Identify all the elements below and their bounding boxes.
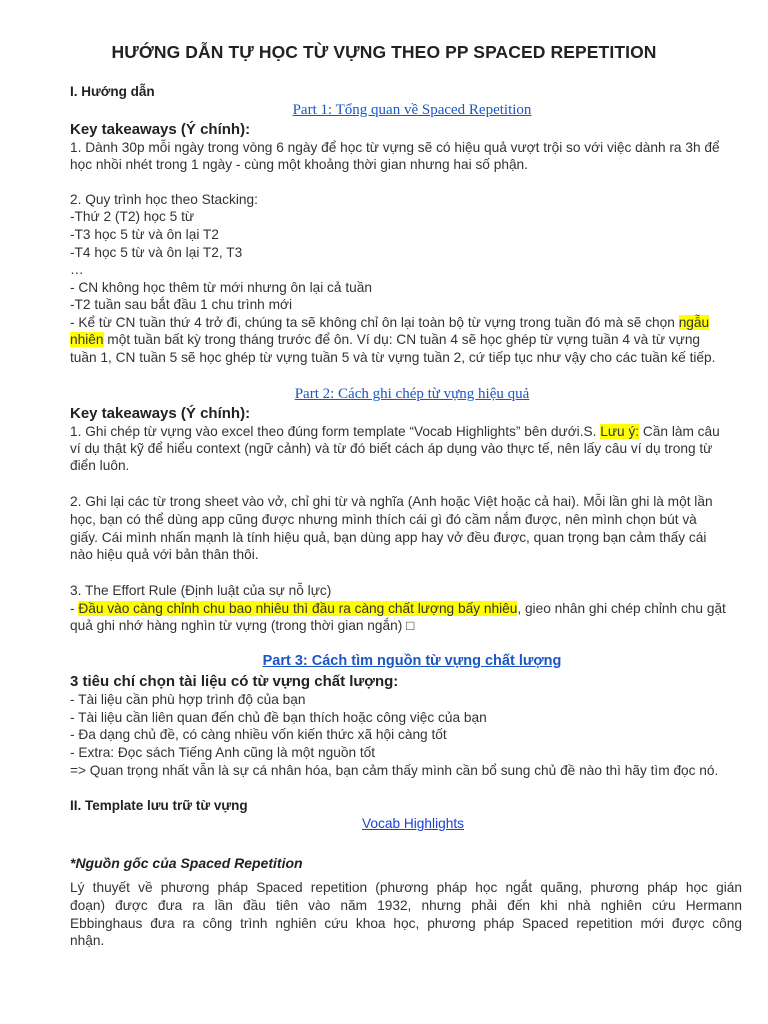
- text-segment: , gieo nhân ghi chép chỉnh chu gặt: [517, 601, 726, 616]
- text-line: điển luôn.: [70, 458, 130, 473]
- highlighted-text: Lưu ý:: [600, 424, 640, 439]
- paragraph-line: Ebbinghaus đưa ra công trình nghiên cứu khoa học, phương pháp Spaced repetition mới được công: [70, 916, 742, 931]
- text-line: -Thứ 2 (T2) học 5 từ: [70, 209, 195, 224]
- text-line: -T3 học 5 từ và ôn lại T2: [70, 227, 219, 242]
- text-line: 2. Ghi lại các từ trong sheet vào vở, chỉ ghi từ và nghĩa (Anh hoặc Việt hoặc cả hai). Mỗi lần ghi là một lần: [70, 494, 713, 509]
- text-line: 2. Quy trình học theo Stacking:: [70, 192, 258, 207]
- text-line: [70, 601, 726, 616]
- text-line: tuần 1, CN tuần 5 sẽ học ghép từ vựng tuần 5 và từ vựng tuần 2, cứ tiếp tục như vậy cho các tuần kế tiếp.: [70, 350, 716, 365]
- section-2-heading: II. Template lưu trữ từ vựng: [70, 798, 248, 813]
- text-line: ví dụ thật kỹ để hiểu context (ngữ cảnh) và từ đó biết cách áp dụng vào thực tế, nên lấy câu ví dụ trong từ: [70, 441, 713, 456]
- vocab-highlights-link[interactable]: Vocab Highlights: [362, 816, 464, 831]
- text-line: quả ghi nhớ hàng nghìn từ vựng (trong thời gian ngắn) □: [70, 618, 415, 633]
- part-2-title[interactable]: Part 2: Cách ghi chép từ vựng hiệu quả: [294, 386, 530, 402]
- text-segment: - Kể từ CN tuần thứ 4 trở đi, chúng ta sẽ không chỉ ôn lại toàn bộ từ vựng trong tuần đó mà sẽ chọn: [70, 315, 679, 330]
- text-line: => Quan trọng nhất vẫn là sự cá nhân hóa, bạn cảm thấy mình cần bổ sung chủ đề nào thì hãy tìm đọc nó.: [70, 763, 719, 778]
- paragraph-line: Lý thuyết về phương pháp Spaced repetition (phương pháp học ngắt quãng, phương pháp học gián: [70, 880, 742, 895]
- highlighted-text: nhiên: [70, 332, 104, 347]
- text-line: [70, 332, 700, 347]
- text-line: …: [70, 262, 84, 277]
- text-segment: một tuần bất kỳ trong tháng trước để ôn. Ví dụ: CN tuần 4 sẽ học ghép từ vựng tuần 4 và từ vựng: [103, 332, 701, 347]
- highlighted-text: Đầu vào càng chỉnh chu bao nhiêu thì đầu ra càng chất lượng bấy nhiêu: [78, 601, 518, 616]
- list-item: - Extra: Đọc sách Tiếng Anh cũng là một nguồn tốt: [70, 745, 376, 760]
- text-line: [70, 424, 720, 439]
- text-segment: -: [70, 601, 79, 616]
- text-line: 3. The Effort Rule (Định luật của sự nỗ lực): [70, 583, 332, 598]
- text-segment: 1. Ghi chép từ vựng vào excel theo đúng form template “Vocab Highlights” bên dưới.S.: [70, 424, 601, 439]
- text-line: -T4 học 5 từ và ôn lại T2, T3: [70, 245, 243, 260]
- document-title: HƯỚNG DẪN TỰ HỌC TỪ VỰNG THEO PP SPACED REPETITION: [111, 42, 657, 62]
- text-line: - CN không học thêm từ mới nhưng ôn lại cả tuần: [70, 280, 372, 295]
- part-2-key-takeaways: Key takeaways (Ý chính):: [70, 405, 251, 422]
- list-item: - Tài liệu cần liên quan đến chủ đề bạn thích hoặc công việc của bạn: [70, 710, 487, 725]
- text-segment: Cần làm câu: [639, 424, 720, 439]
- text-line: 1. Dành 30p mỗi ngày trong vòng 6 ngày để học từ vựng sẽ có hiệu quả vượt trội so với việc dành ra 3h để: [70, 140, 720, 155]
- part-1-title[interactable]: Part 1: Tổng quan về Spaced Repetition: [292, 102, 532, 118]
- text-line: giấy. Cái mình nhấn mạnh là tính hiệu quả, bạn dùng app hay vở đều được, quan trọng bạn cảm thấy cái: [70, 530, 707, 545]
- section-1-heading: I. Hướng dẫn: [70, 84, 155, 99]
- paragraph-line: đoạn) được đưa ra lần đầu tiên vào năm 1932, nhưng phải đến khi nhà nghiên cứu Hermann: [70, 898, 742, 913]
- list-item: - Đa dạng chủ đề, có càng nhiều vốn kiến thức xã hội càng tốt: [70, 727, 447, 742]
- text-line: [70, 315, 709, 330]
- text-line: -T2 tuần sau bắt đầu 1 chu trình mới: [70, 297, 293, 312]
- highlighted-text: ngẫu: [678, 315, 710, 330]
- text-line: học, bạn có thể dùng app cũng được nhưng mình thích cái gì đó cầm nắm được, nên mình chọn bút và: [70, 512, 697, 527]
- text-line: học nhồi nhét trong 1 ngày - cùng một khoảng thời gian nhưng hai số phận.: [70, 157, 528, 172]
- part-3-title[interactable]: Part 3: Cách tìm nguồn từ vựng chất lượng: [262, 653, 562, 669]
- text-line: nào hiệu quả với bản thân thôi.: [70, 547, 259, 562]
- paragraph-line: nhận.: [70, 933, 105, 948]
- origin-heading: *Nguồn gốc của Spaced Repetition: [70, 855, 303, 871]
- part-3-criteria-heading: 3 tiêu chí chọn tài liệu có từ vựng chất lượng:: [70, 673, 399, 690]
- part-1-key-takeaways: Key takeaways (Ý chính):: [70, 121, 251, 138]
- list-item: - Tài liệu cần phù hợp trình độ của bạn: [70, 692, 306, 707]
